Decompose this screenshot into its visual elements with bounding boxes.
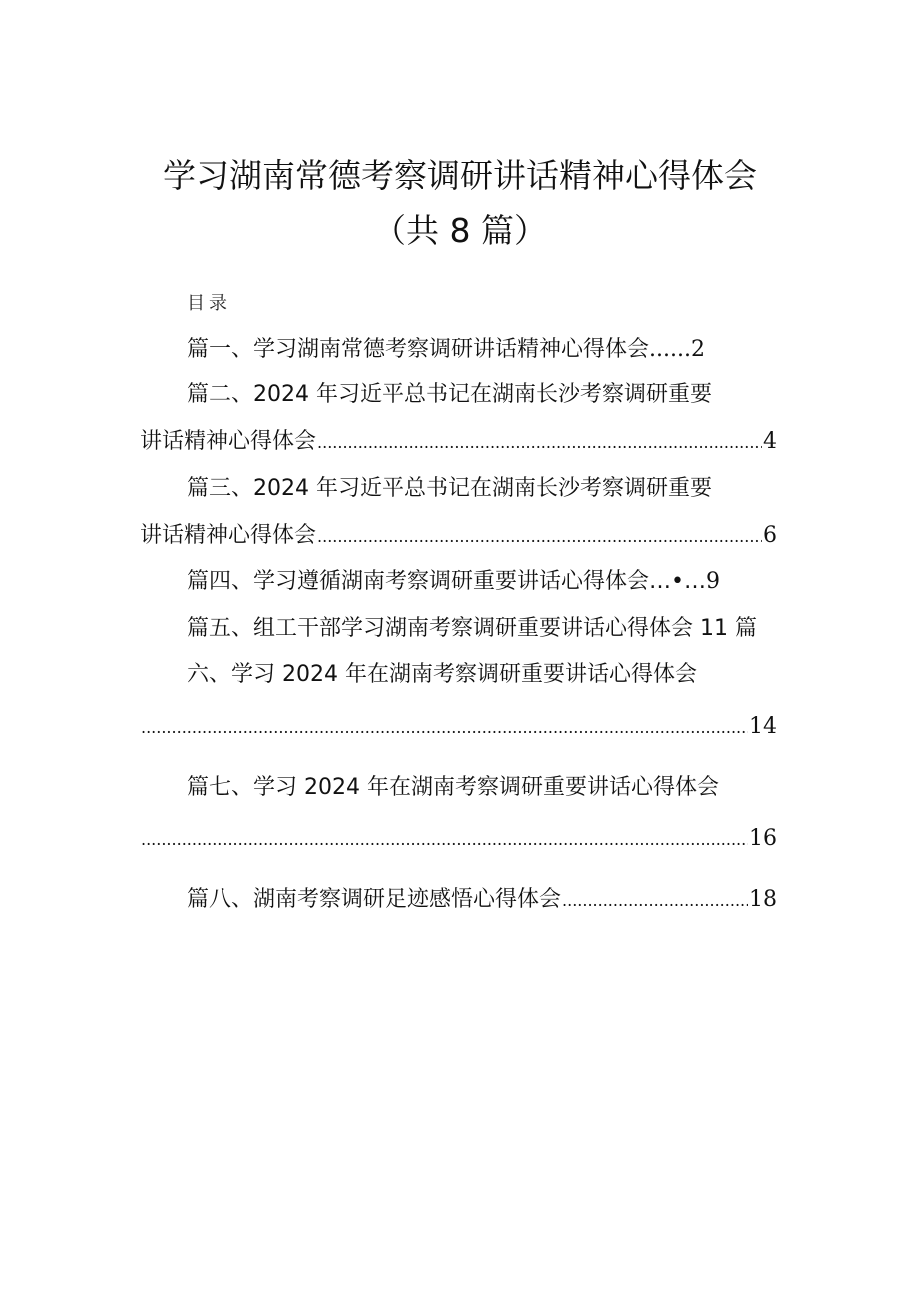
toc-entry-4-text: 篇四、学习遵循湖南考察调研重要讲话心得体会…•…	[187, 569, 706, 594]
document-title-line1: 学习湖南常德考察调研讲话精神心得体会	[163, 156, 757, 195]
toc-entry-1-page: 2	[690, 337, 705, 362]
toc-entry-4[interactable]	[187, 567, 720, 597]
toc-entry-3-leader	[317, 521, 762, 552]
toc-entry-3-line1[interactable]: 篇三、2024 年习近平总书记在湖南长沙考察调研重要	[187, 476, 712, 501]
toc-heading: 目录	[187, 293, 231, 314]
toc-entry-6-leader-row[interactable]	[140, 712, 777, 743]
toc-entry-8-page: 18	[749, 887, 777, 912]
toc-entry-7-leader-row[interactable]	[140, 824, 777, 855]
toc-entry-7-text[interactable]: 篇七、学习 2024 年在湖南考察调研重要讲话心得体会	[187, 775, 719, 800]
toc-entry-5[interactable]: 篇五、组工干部学习湖南考察调研重要讲话心得体会 11 篇	[187, 616, 757, 641]
toc-entry-7-page: 16	[749, 826, 777, 851]
toc-entry-8[interactable]	[187, 885, 777, 916]
toc-entry-3-line2[interactable]	[140, 521, 777, 552]
toc-entry-1-text: 篇一、学习湖南常德考察调研讲话精神心得体会	[187, 337, 650, 362]
document-title-line2: （共 8 篇）	[373, 211, 547, 250]
toc-entry-1[interactable]	[187, 335, 705, 365]
toc-entry-2-page: 4	[763, 429, 777, 454]
toc-entry-8-text: 篇八、湖南考察调研足迹感悟心得体会	[187, 887, 562, 912]
toc-entry-2-line1[interactable]: 篇二、2024 年习近平总书记在湖南长沙考察调研重要	[187, 382, 712, 407]
toc-entry-2-leader	[317, 427, 762, 458]
toc-entry-7-leader	[141, 824, 748, 855]
toc-entry-3-text: 讲话精神心得体会	[140, 523, 317, 548]
toc-entry-6-text[interactable]: 六、学习 2024 年在湖南考察调研重要讲话心得体会	[187, 662, 697, 687]
toc-entry-4-page: 9	[705, 569, 720, 594]
toc-entry-8-leader	[562, 885, 748, 916]
toc-entry-2-text: 讲话精神心得体会	[140, 429, 317, 454]
toc-entry-1-leader: ......	[649, 337, 691, 362]
toc-entry-3-page: 6	[763, 523, 777, 548]
toc-entry-6-leader	[141, 712, 748, 743]
toc-entry-2-line2[interactable]	[140, 427, 777, 458]
toc-entry-6-page: 14	[749, 714, 777, 739]
